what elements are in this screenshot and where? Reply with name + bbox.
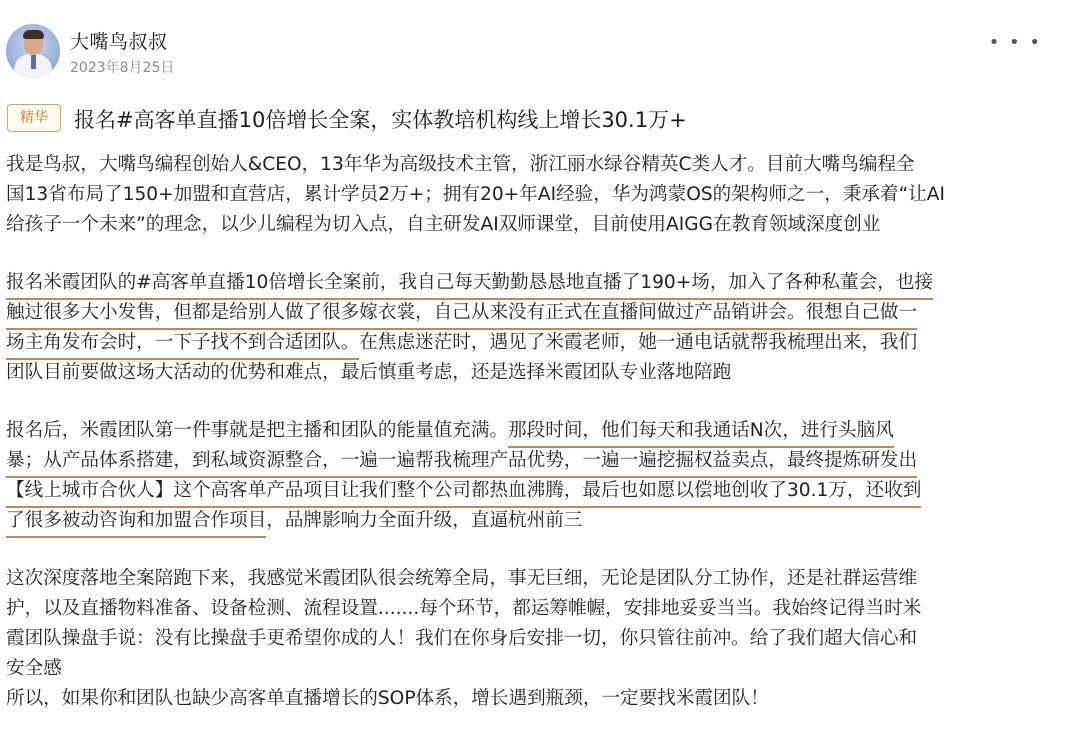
text-line: 护，以及直播物料准备、设备检测、流程设置.......每个环节，都运筹帷幄，安排地妥妥当当。我始终记得当时米 [6,598,922,619]
underlined-text: 【线上城市合伙人】这个高客单产品项目让我们整个公司都热血沸腾，最后也如愿以偿地创收了30.1万，还收到 [6,476,921,506]
post-header [4,22,1064,82]
text-line: 团队目前要做这场大活动的优势和难点，最后慎重考虑，还是选择米霞团队专业落地陪跑 [6,362,732,383]
underlined-text: 暴；从产品体系搭建，到私域资源整合，一遍一遍帮我梳理产品优势，一遍一遍挖掘权益卖点，最终提炼研发出 [6,446,917,476]
featured-badge: 精华 [7,104,61,132]
underlined-text: 场主角发布会时，一下子找不到合适团队。 [6,328,359,358]
text-line: 给孩子一个未来”的理念，以少儿编程为切入点，自主研发AI双师课堂，目前使用AIGG在教育领域深度创业 [6,214,881,235]
text-line: 霞团队操盘手说：没有比操盘手更希望你成的人！我们在你身后安排一切，你只管往前冲。给了我们超大信心和 [6,628,918,649]
text-line: 安全感 [6,658,62,679]
post-date: 2023年8月25日 [70,60,175,76]
text-line: 这次深度落地全案陪跑下来，我感觉米霞团队很会统筹全局，事无巨细，无论是团队分工协作，还是社群运营维 [6,568,918,589]
avatar[interactable] [6,24,60,78]
text-line: 我是鸟叔，大嘴鸟编程创始人&CEO，13年华为高级技术主管，浙江丽水绿谷精英C类人才。目前大嘴鸟编程全 [6,154,915,175]
underlined-text: 触过很多大小发售，但都是给别人做了很多嫁衣裳，自己从来没有正式在直播间做过产品销讲会。很想自己做一 [6,298,917,328]
paragraph-2 [6,268,1046,388]
text-span: 在焦虑迷茫时，遇见了米霞老师，她一通电话就帮我梳理出来，我们 [359,332,918,353]
author-name[interactable]: 大嘴鸟叔叔 [70,31,168,53]
text-line: 国13省布局了150+加盟和直营店，累计学员2万+；拥有20+年AI经验，华为鸿蒙OS的架构师之一，秉承着“让AI [6,184,946,205]
paragraph-4 [6,564,1046,714]
underlined-text: 那段时间，他们每天和我通话N次，进行头脑风 [508,416,894,446]
underlined-text: 了很多被动咨询和加盟合作项目 [6,506,266,536]
post-title: 报名#高客单直播10倍增长全案，实体教培机构线上增长30.1万+ [74,108,687,132]
underlined-text: 报名米霞团队的#高客单直播10倍增长全案前，我自己每天勤勤恳恳地直播了190+场，加入了各种私董会，也接 [6,268,933,298]
post-content [6,150,1046,742]
text-line: 所以，如果你和团队也缺少高客单直播增长的SOP体系，增长遇到瓶颈，一定要找米霞团队！ [6,688,769,709]
post-title-row [7,104,1057,134]
paragraph-1 [6,150,1046,240]
text-span: 报名后，米霞团队第一件事就是把主播和团队的能量值充满。 [6,420,509,441]
more-icon[interactable]: • • • [988,32,1042,53]
paragraph-3 [6,416,1046,536]
text-span: ，品牌影响力全面升级，直逼杭州前三 [266,510,583,531]
